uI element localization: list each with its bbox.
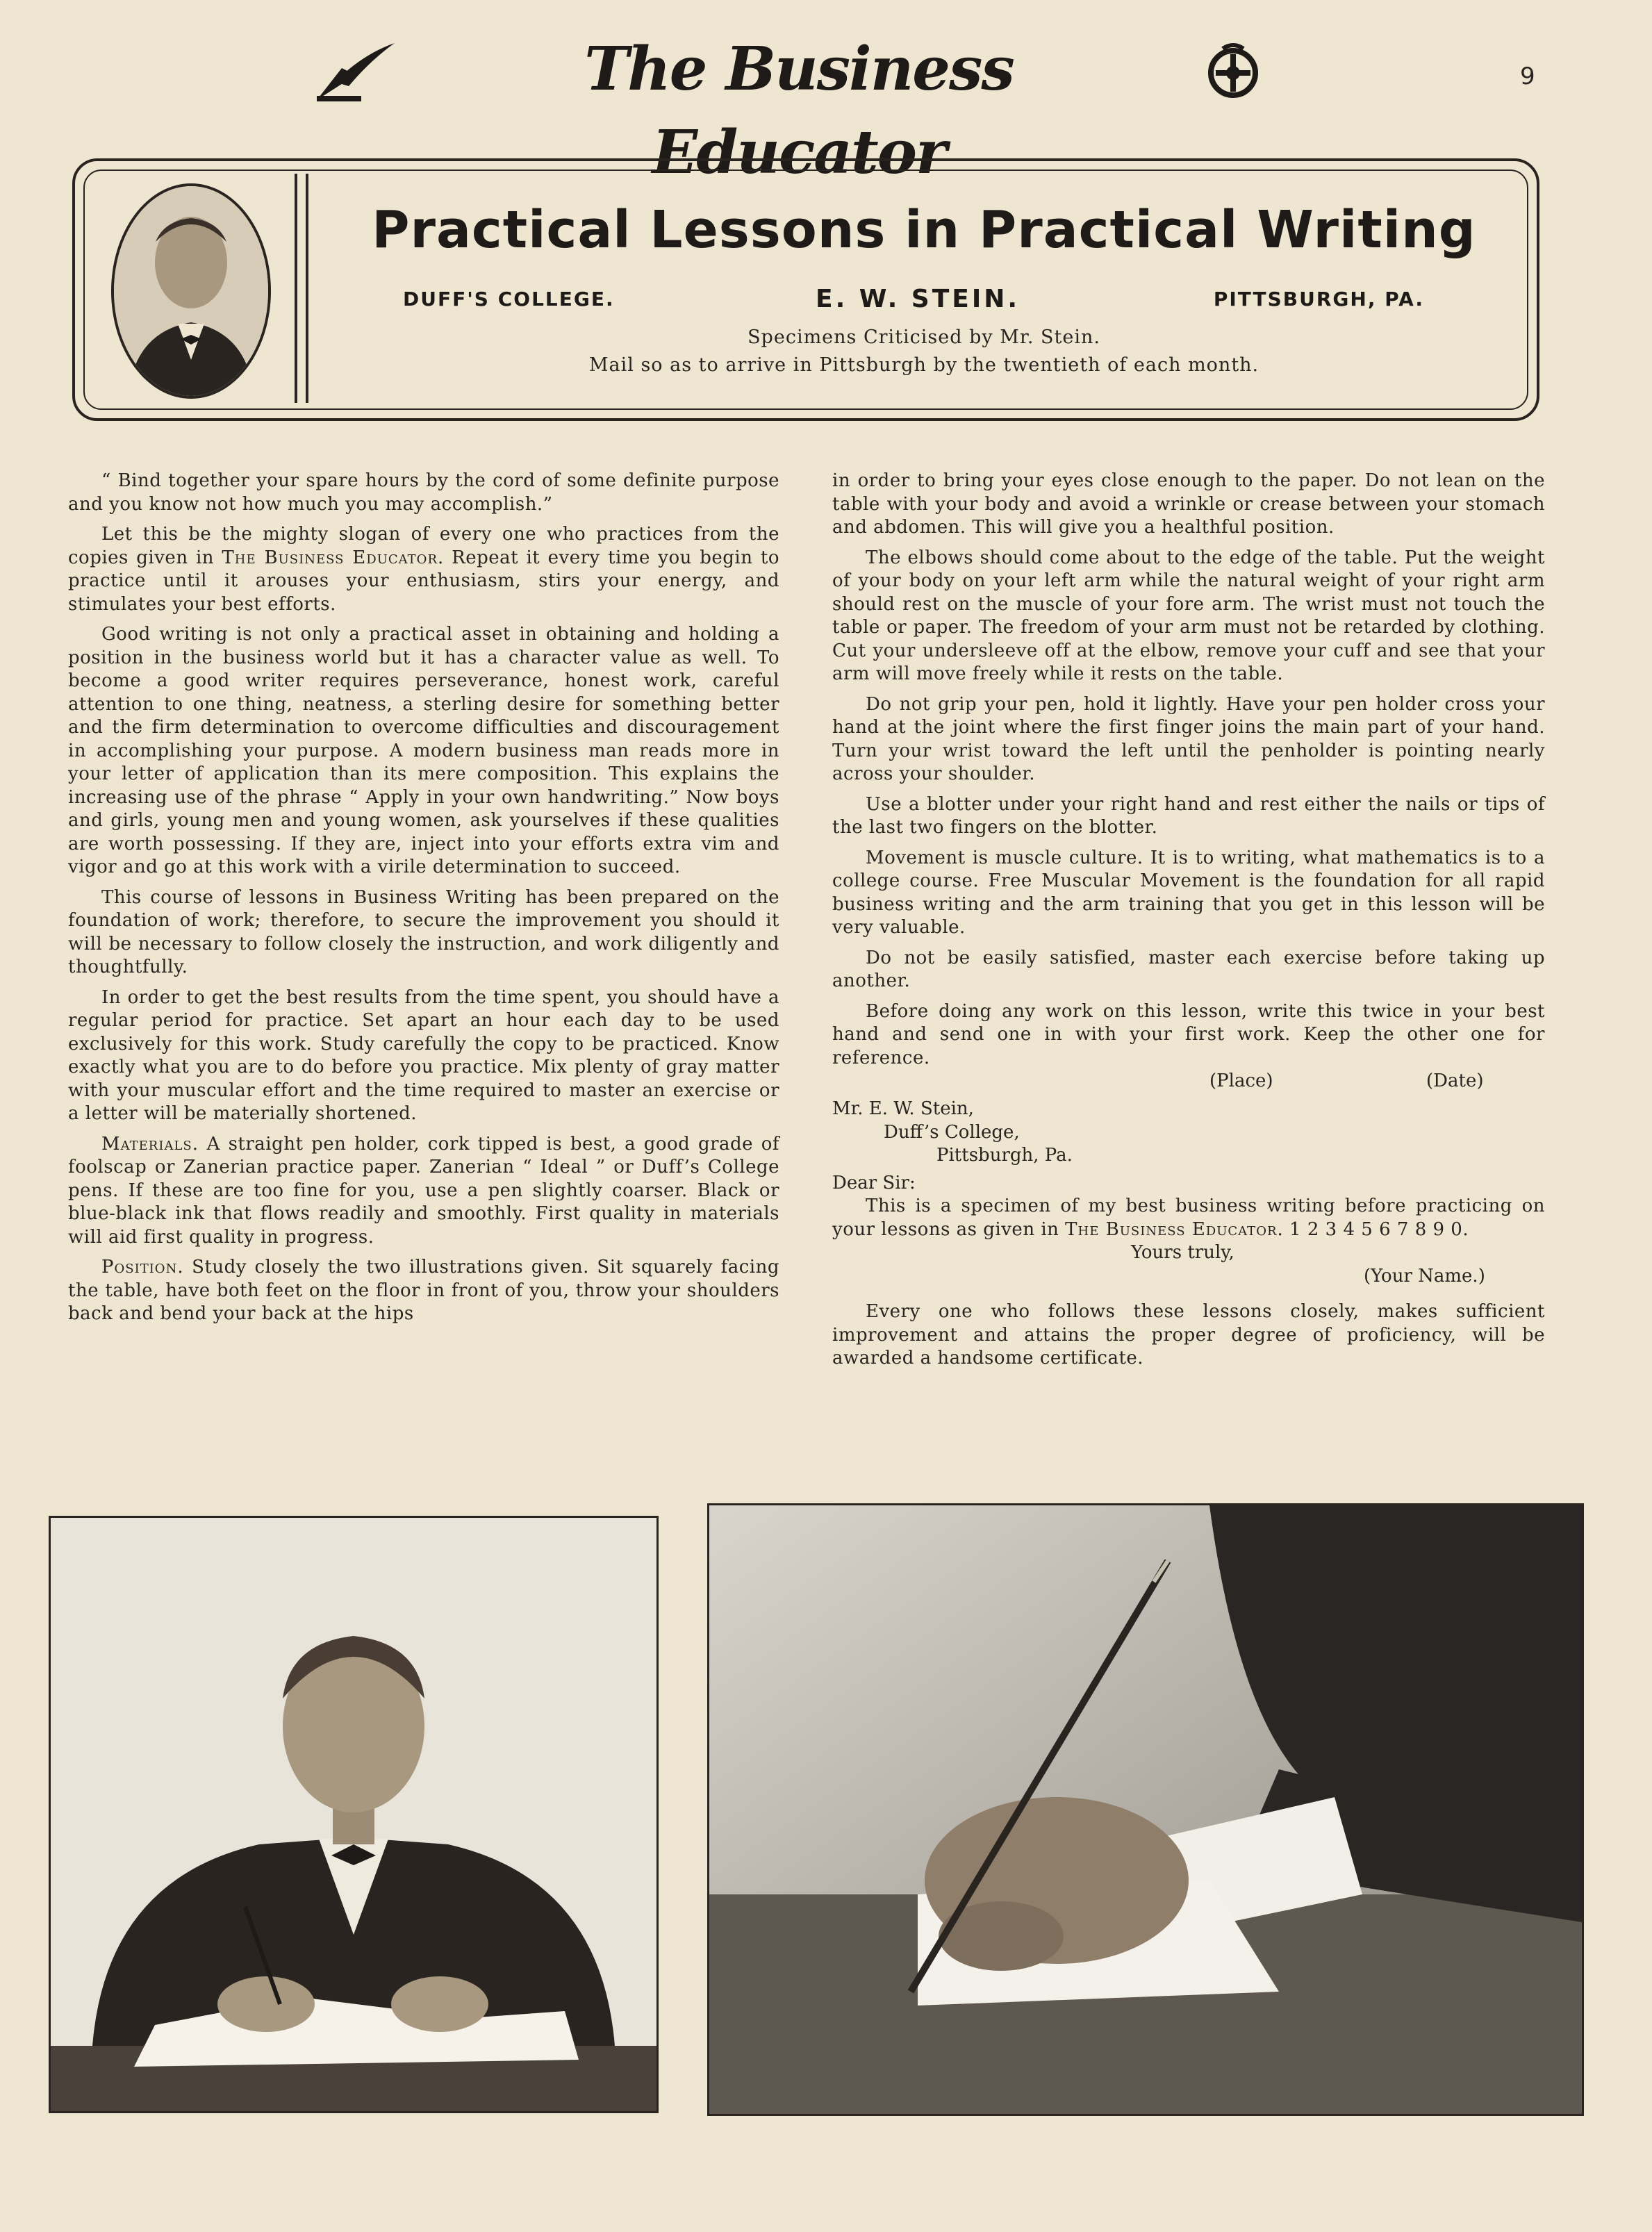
paragraph: Every one who follows these lessons closely, makes sufficient improvement and attains the proper degree of proficiency, will be awarded a handsome certificate.	[832, 1301, 1545, 1369]
paragraph: “ Bind together your spare hours by the cord of some definite purpose and you know not how much you may accomplish.”	[68, 470, 779, 515]
author-name: E. W. STEIN.	[816, 285, 1021, 313]
letter-closing: Yours truly,	[1131, 1242, 1234, 1263]
paragraph: This course of lessons in Business Writing has been prepared on the foundation of work; therefore, to secure the improvement you should it will be necessary to follow closely the instruction, and work diligently and thoughtfully.	[68, 886, 779, 977]
right-text-column	[832, 470, 1545, 1378]
paragraph: The elbows should come about to the edge of the table. Put the weight of your body on your left arm while the natural weight of your right arm should rest on the muscle of your fore arm. The wrist must not touch the table or paper. The freedom of your arm must not be retarded by clothing. Cut your undersleeve off at the elbow, remove your cuff and see that your arm will move freely while it rests on the table.	[832, 547, 1545, 684]
letter-signature: (Your Name.)	[1364, 1265, 1485, 1287]
section-head-materials: Materials.	[101, 1133, 199, 1155]
letter-address-line: Duff’s College,	[884, 1121, 1020, 1143]
publication-name: The Business Educator	[222, 547, 438, 568]
publication-name: The Business Educator	[1065, 1218, 1278, 1240]
mailing-note: Mail so as to arrive in Pittsburgh by the twentieth of each month.	[588, 354, 1259, 376]
author-portrait	[111, 183, 271, 399]
masthead-title: The Business Educator	[584, 34, 1014, 188]
paragraph: Movement is muscle culture. It is to writing, what mathematics is to a college course. Free Muscular Movement is the foundation for all rapid business writing and the arm training that you get in this lesson will be very valuable.	[832, 847, 1545, 938]
letter-place-date	[832, 1070, 1545, 1093]
author-row	[403, 285, 1424, 313]
paragraph: Let this be the mighty slogan of every one who practices from the copies given in The Business Educator. Repeat it every time you begin to practice until it arouses your enthusiasm, stirs your energy, and stimulates your best efforts.	[68, 524, 779, 615]
paragraph: Materials. A straight pen holder, cork tipped is best, a good grade of foolscap or Zanerian practice paper. Zanerian “ Ideal ” or Duff’s College pens. If these are too fine for you, use a pen slightly coarser. Black or blue-black ink that flows readily and smoothly. First quality in materials will aid first quality in progress.	[68, 1133, 779, 1248]
paragraph: In order to get the best results from the time spent, you should have a regular period for practice. Set apart an hour each day to be used exclusively for this work. Study carefully the copy to be practiced. Know exactly what you are to do before you practice. Mix plenty of gray matter with your muscular effort and the time required to master an exercise or a letter will be materially shortened.	[68, 986, 779, 1124]
letter-body: This is a specimen of my best business writing before practicing on your lessons as given in The Business Educator. 1 2 3 4 5 6 7 8 9 0.	[832, 1196, 1545, 1240]
criticism-note: Specimens Criticised by Mr. Stein.	[747, 326, 1100, 348]
header-divider	[295, 174, 297, 403]
city-name: PITTSBURGH, PA.	[1213, 288, 1424, 311]
quill-ornament-icon	[314, 40, 396, 103]
paragraph: Good writing is not only a practical asset in obtaining and holding a position in the business world but it has a character value as well. To become a good writer requires perseverance, honest work, careful attention to one thing, neatness, a sterling desire for something better and the firm determination to overcome difficulties and discouragement in accomplishing your purpose. A modern business man reads more in your letter of application than its mere composition. This explains the increasing use of the phrase “ Apply in your own handwriting.” Now boys and girls, young men and young women, ask yourselves if these qualities are worth possessing. If they are, inject into your efforts extra vim and vigor and go at this work with a virile determination to succeed.	[68, 624, 779, 877]
lesson-title: Practical Lessons in Practical Writing	[372, 200, 1476, 260]
left-text-column	[68, 470, 779, 1333]
paragraph: Do not be easily satisfied, master each exercise before taking up another.	[832, 947, 1545, 991]
letter-place: (Place)	[1209, 1070, 1273, 1091]
paragraph: Do not grip your pen, hold it lightly. Have your pen holder cross your hand at the joint where the first finger joins the main part of your hand. Turn your wrist toward the left until the penholder is pointing nearly across your shoulder.	[832, 693, 1545, 784]
pen-hold-photo	[707, 1503, 1584, 2116]
paragraph: Use a blotter under your right hand and rest either the nails or tips of the last two fingers on the blotter.	[832, 793, 1545, 838]
writing-posture-photo	[49, 1516, 659, 2113]
letter-salutation: Dear Sir:	[832, 1172, 916, 1193]
college-name: DUFF'S COLLEGE.	[403, 288, 615, 311]
emblem-ornament-icon	[1202, 42, 1264, 104]
paragraph: in order to bring your eyes close enough to the paper. Do not lean on the table with your body and avoid a wrinkle or crease between your stomach and abdomen. This will give you a healthful position.	[832, 470, 1545, 538]
paragraph: Before doing any work on this lesson, write this twice in your best hand and send one in with your first work. Keep the other one for reference.	[832, 1000, 1545, 1068]
paragraph: Position. Study closely the two illustrations given. Sit squarely facing the table, have both feet on the floor in front of you, throw your shoulders back and bend your back at the hips	[68, 1257, 779, 1324]
letter-address-line: Pittsburgh, Pa.	[936, 1145, 1073, 1166]
letter-address-line: Mr. E. W. Stein,	[832, 1098, 974, 1119]
section-head-position: Position.	[101, 1257, 184, 1278]
page-number: 9	[1520, 63, 1535, 90]
letter-date: (Date)	[1426, 1070, 1484, 1091]
